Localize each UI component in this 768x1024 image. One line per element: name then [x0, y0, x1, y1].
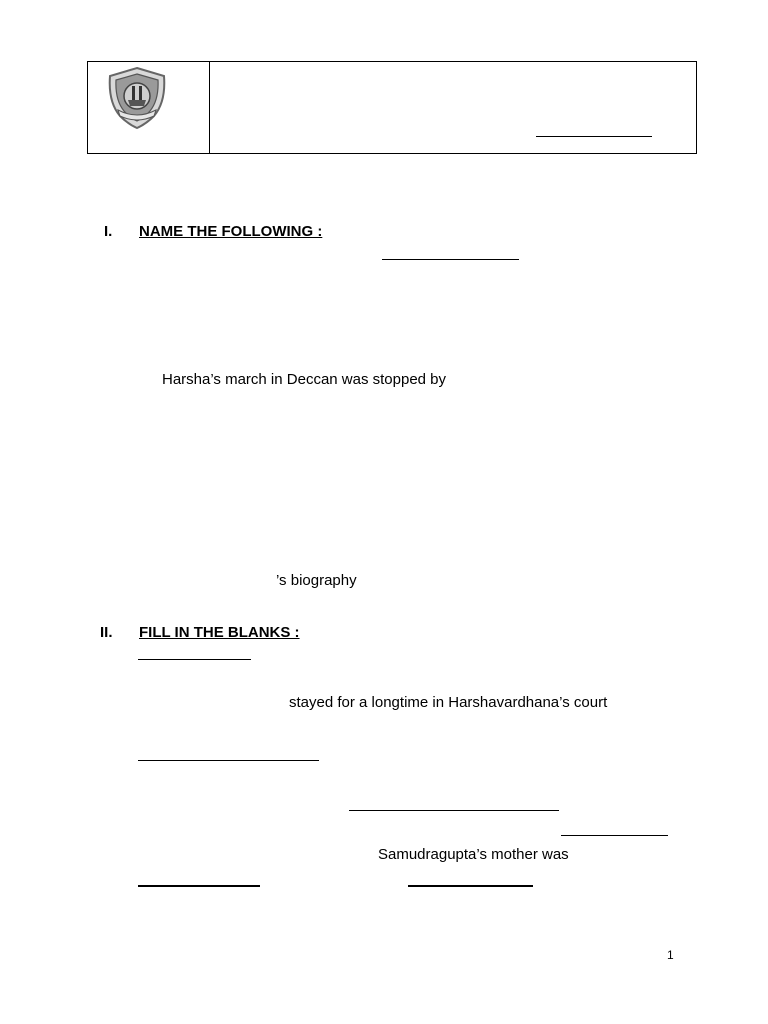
section2-number: II. [100, 624, 113, 641]
header-blank-line [536, 136, 652, 137]
answer-blank-line [138, 760, 319, 761]
header-box [87, 61, 697, 154]
answer-blank-line [561, 835, 668, 836]
school-crest-logo [104, 66, 170, 130]
biography-text: ’s biography [276, 572, 357, 589]
answer-blank-line [382, 259, 519, 260]
samudragupta-mother-text: Samudragupta’s mother was [378, 846, 569, 863]
answer-blank-line [138, 659, 251, 660]
header-divider [209, 62, 210, 153]
answer-blank-line [138, 885, 260, 887]
answer-blank-line [349, 810, 559, 811]
section1-number: I. [104, 223, 113, 240]
harsha-march-text: Harsha’s march in Deccan was stopped by [162, 371, 447, 388]
section2-title: FILL IN THE BLANKS : [139, 624, 300, 641]
page-number: 1 [667, 948, 674, 962]
court-stay-text: stayed for a longtime in Harshavardhana’s court [289, 694, 608, 711]
answer-blank-line [408, 885, 533, 887]
section1-title: NAME THE FOLLOWING : [139, 223, 323, 240]
